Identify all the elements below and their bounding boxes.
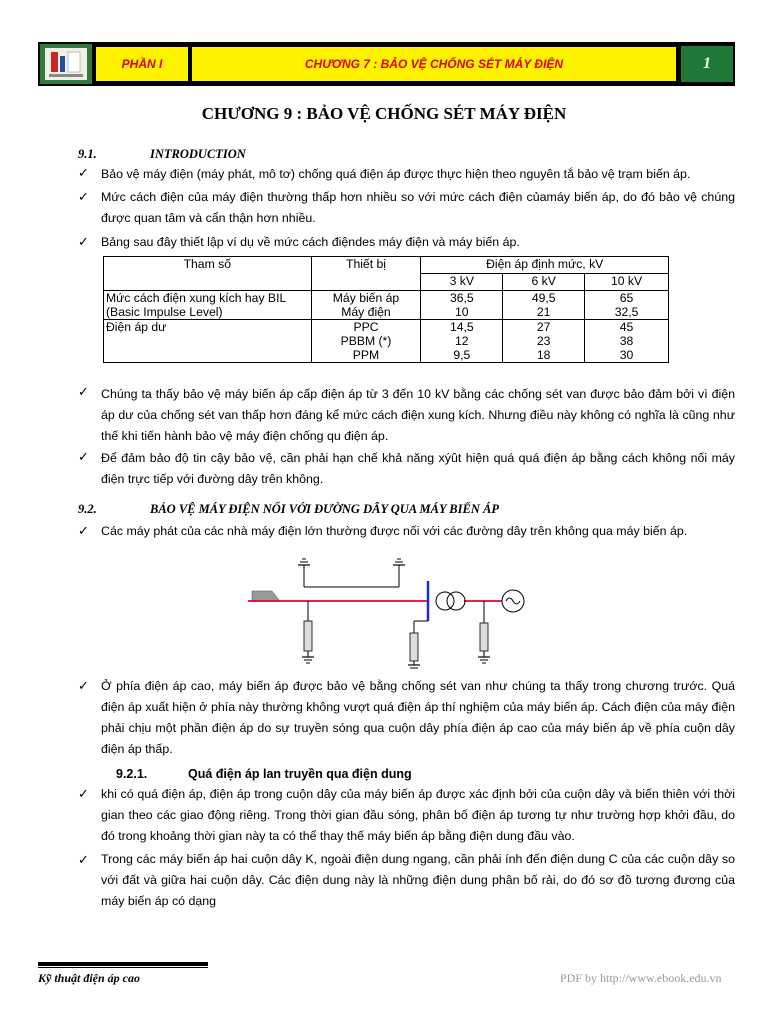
footer-rule-thin bbox=[38, 967, 208, 968]
table-cell: Điện áp dư bbox=[104, 320, 312, 363]
chapter-title: CHƯƠNG 9 : BẢO VỆ CHỐNG SÉT MÁY ĐIỆN bbox=[201, 104, 567, 123]
check-icon: ✓ bbox=[78, 189, 89, 204]
check-icon: ✓ bbox=[78, 234, 89, 249]
header-chapter: CHƯƠNG 7 : BẢO VỆ CHỐNG SÉT MÁY ĐIỆN bbox=[191, 46, 677, 82]
table-cell: 45 38 30 bbox=[585, 320, 669, 363]
table-cell: 49,5 21 bbox=[503, 291, 585, 320]
bullet-text: Chúng ta thấy bảo vệ máy biến áp cấp điện áp từ 3 đến 10 kV bằng các chống sét van được bảo đảm bởi vì điện áp dư của chống sét van thấp hơn đáng kể mức cách điện xung kích. Nhưng điều này không có nghĩa là cũng như thế khi tiến hành bảo vệ máy điện chống qu điện áp. bbox=[101, 387, 735, 443]
check-icon: ✓ bbox=[78, 165, 89, 180]
book-logo-image bbox=[45, 48, 87, 80]
insulation-table bbox=[103, 256, 669, 363]
bullet-text: Để đảm bảo độ tin cậy bảo vệ, cần phải hạn chế khả năng xýût hiện quá quá điện áp bằng cách không nối máy điện trực tiếp với đường dây trên không. bbox=[101, 451, 735, 486]
bullet-text: Bảng sau đây thiết lập ví dụ về mức cách điệndes máy điện và máy biến áp. bbox=[101, 235, 520, 249]
generator-protection-diagram bbox=[240, 555, 540, 670]
table-header: 3 kV bbox=[421, 274, 503, 291]
section-title: BẢO VỆ MÁY ĐIỆN NỐI VỚI ĐƯỜNG DÂY QUA MÁY BIẾN ÁP bbox=[150, 502, 499, 516]
footer-book-title: Kỹ thuật điện áp cao bbox=[38, 971, 141, 985]
check-icon: ✓ bbox=[78, 852, 89, 867]
table-cell: 36,5 10 bbox=[421, 291, 503, 320]
table-row bbox=[104, 291, 669, 320]
table-header: Thiết bị bbox=[311, 257, 421, 291]
table-header: 10 kV bbox=[585, 274, 669, 291]
subsection-number: 9.2.1. bbox=[116, 767, 148, 781]
table-cell: 27 23 18 bbox=[503, 320, 585, 363]
header-part: PHẦN I bbox=[95, 46, 189, 82]
table-cell: Mức cách điện xung kích hay BIL (Basic Impulse Level) bbox=[104, 291, 312, 320]
section-title: INTRODUCTION bbox=[150, 147, 246, 161]
header-page-number: 1 bbox=[681, 46, 733, 82]
table-header: Điện áp định mức, kV bbox=[421, 257, 669, 274]
table-row bbox=[104, 320, 669, 363]
bullet-text: khi có quá điện áp, điện áp trong cuộn dây của máy biến áp được xác định bởi của cuộn dây và biến thiên với thời gian theo các giao động riêng. Trong thời gian đầu sóng, phân bố điện áp tương tự như trường hợp khởi đầu, do đó trong khoảng thời gian này ta có thể thay thế máy biến áp bằng điện dung đầu vào. bbox=[101, 787, 735, 843]
check-icon: ✓ bbox=[78, 523, 89, 538]
check-icon: ✓ bbox=[78, 786, 89, 801]
table-cell: PPC PBBM (*) PPM bbox=[311, 320, 421, 363]
footer-rule bbox=[38, 962, 208, 966]
footer-source: PDF by http://www.ebook.edu.vn bbox=[560, 971, 722, 985]
table-cell: 65 32,5 bbox=[585, 291, 669, 320]
table-header: 6 kV bbox=[503, 274, 585, 291]
bullet-text: Bảo vệ máy điện (máy phát, mô tơ) chống quá điện áp được thực hiện theo nguyên tắ bảo vệ trạm biến áp. bbox=[101, 167, 691, 181]
table-cell: Máy biến áp Máy điện bbox=[311, 291, 421, 320]
bullet-text: Các máy phát của các nhà máy điện lớn thường được nối với các đường dây trên không qua máy biến áp. bbox=[101, 524, 688, 538]
check-icon: ✓ bbox=[78, 449, 89, 464]
bullet-text: Trong các máy biến áp hai cuộn dây K, ngoài điện dung ngang, cần phải ính đến điện dung C của các cuộn dây so với đất và giữa hai cuộn dây. Các điện dung này là những điện dung phân bố rải, do đó sơ đồ tương đương của máy biến áp có dạng bbox=[101, 852, 735, 908]
subsection-title: Quá điện áp lan truyền qua điện dung bbox=[188, 767, 412, 781]
bullet-text: Ở phía điện áp cao, máy biến áp được bảo vệ bằng chống sét van như chúng ta thấy trong chương trước. Quá điện áp xuất hiện ở phía này thường không vượt quá điện áp thí nghiệm của máy biến áp. Cách điện của máy điện phải chịu một phần điện áp do sự truyền sóng qua cuộn dây phía điện áp cao của máy biến áp về phía cuộn dây điện áp thấp. bbox=[101, 679, 735, 756]
table-header: Tham số bbox=[104, 257, 312, 291]
bullet-text: Mức cách điện của máy điện thường thấp hơn nhiều so với mức cách điện củamáy biến áp, do đó bảo vệ chúng được quan tâm và cẩn thận hơn nhiều. bbox=[101, 190, 735, 225]
table-cell: 14,5 12 9,5 bbox=[421, 320, 503, 363]
check-icon: ✓ bbox=[78, 678, 89, 693]
check-icon: ✓ bbox=[78, 384, 89, 399]
section-number: 9.2. bbox=[78, 502, 97, 516]
section-number: 9.1. bbox=[78, 147, 97, 161]
